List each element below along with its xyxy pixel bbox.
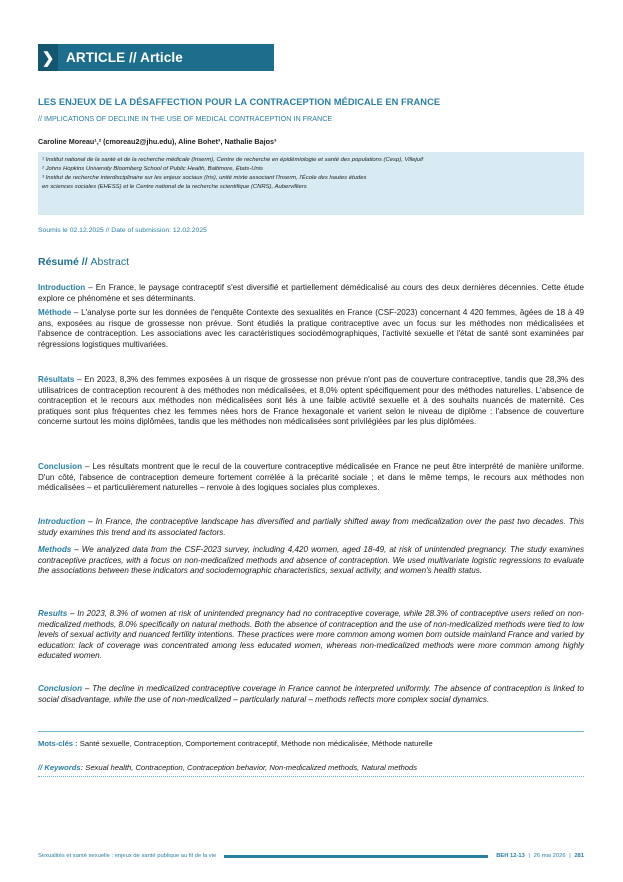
abstract-methods xyxy=(38,545,584,577)
affiliation-2: ² Johns Hopkins University Bloomberg School of Public Health, Baltimore, États-Unis xyxy=(42,165,263,172)
section-label: Résultats xyxy=(38,375,75,384)
article-type-label: ARTICLE // Article xyxy=(66,50,183,65)
footer-issue-theme: Sexualités et santé sexuelle : enjeux de santé publique au fil de la vie xyxy=(38,853,217,859)
keywords-top-rule xyxy=(38,731,584,732)
affiliation-1: ¹ Institut national de la santé et de la recherche médicale (Inserm), Centre de recherche en épidémiologie et santé des populations (Cesp), Villejuif xyxy=(42,157,424,163)
section-label: Introduction xyxy=(38,517,86,526)
section-text: – The decline in medicalized contraceptive coverage in France cannot be interpreted uniformly. The absence of contraception is linked to social disadvantage, while the use of non-medicalized – particularly natural – methods reflects more complex social dynamics. xyxy=(38,684,584,704)
footer-separator: | xyxy=(528,853,531,859)
resume-conclusion xyxy=(38,462,584,494)
section-label: Conclusion xyxy=(38,684,83,693)
abstract-heading-en: Abstract xyxy=(90,256,130,268)
resume-methode xyxy=(38,308,584,350)
page-number: 281 xyxy=(574,853,584,859)
section-text: – En France, le paysage contraceptif s'est diversifié et partiellement démédicalisé au cours des deux dernières décennies. Cette étude explore ce phénomène et ses déterminants. xyxy=(38,283,584,303)
section-label: Results xyxy=(38,609,68,618)
submission-dates: Soumis le 02.12.2025 // Date of submission: 12.02.2025 xyxy=(38,227,207,234)
resume-resultats xyxy=(38,375,584,428)
footer-issue-info xyxy=(496,853,584,859)
section-label: Conclusion xyxy=(38,462,83,471)
abstract-introduction xyxy=(38,517,584,538)
affiliation-3-cont: en sciences sociales (EHESS) et le Centre national de la recherche scientifique (CNRS), Aubervilliers xyxy=(42,183,307,190)
section-text: – Les résultats montrent que le recul de la couverture contraceptive médicalisée en France ne peut être interprété de manière uniforme. D'un côté, l'absence de contraception demeure fortement corrélée à la précarité sociale ; et dans le même temps, le recours aux méthodes non médicalisées – et particulièrement naturelles – renvoie à des logiques sociales plus complexes. xyxy=(38,462,584,492)
section-text: – In 2023, 8.3% of women at risk of unintended pregnancy had no contraceptive coverage, while 28.3% of contraceptive users relied on non-medicalized methods, 8.0% specifically on natural methods. Both the absence of contraception and the use of non-medicalized methods were tied to low levels of sexual activity and nuanced fertility intentions. These practices were more common among women born outside mainland France and varied by education: lack of coverage was concentrated among less educated women, whereas non-medicalized methods were more common among highly educated women. xyxy=(38,609,584,660)
abstract-heading-sep: // xyxy=(78,256,91,268)
section-text: – L'analyse porte sur les données de l'enquête Contexte des sexualités en France (CSF-2023) concernant 4 420 femmes, âgées de 18 à 49 ans, exposées au risque de grossesse non prévue. Sont étudiés la pratique contraceptive avec un focus sur les méthodes non médicalisées et l'absence de contraception. Les associations avec les caractéristiques sociodémographiques, l'activité sexuelle et l'état de santé sont examinées par régressions logistiques multivariées. xyxy=(38,308,584,349)
section-label: Introduction xyxy=(38,283,86,292)
footer-separator: | xyxy=(569,853,571,859)
abstract-heading-fr: Résumé xyxy=(38,256,79,268)
keywords-en xyxy=(38,763,584,773)
footer-issue: BEH 12-13 xyxy=(496,853,525,859)
footer-bar xyxy=(224,855,488,858)
page-footer xyxy=(38,850,584,862)
abstract-heading xyxy=(38,256,129,268)
section-text: – En 2023, 8,3% des femmes exposées à un risque de grossesse non prévue n'ont pas de couverture contraceptive, tandis que 28,3% des utilisatrices de contraception recourent à des méthodes non médicalisées, et 8,0% optent spécifiquement pour des méthodes naturelles. L'absence de contraception et le recours aux méthodes non médicalisées sont liés à une faible activité sexuelle et à des souhaits nuancés de maternité. Ces pratiques sont plus fréquentes chez les femmes nées hors de France hexagonale et varient selon le niveau de diplôme : l'absence de couverture concerne surtout les moins diplômées, tandis que les méthodes non médicalisées sont privilégiées par les plus diplômées. xyxy=(38,375,584,426)
resume-introduction xyxy=(38,283,584,304)
affiliations-box xyxy=(38,152,584,215)
keywords-fr xyxy=(38,739,584,749)
affiliation-3: ³ Institut de recherche interdisciplinaire sur les enjeux sociaux (Iris), unité mixte associant l'Inserm, l'École des hautes études xyxy=(42,174,367,181)
abstract-conclusion xyxy=(38,684,584,705)
section-text: – In France, the contraceptive landscape has diversified and partially shifted away from medicalization over the past two decades. This study examines this trend and its associated factors. xyxy=(38,517,584,537)
keywords-en-text: Sexual health, Contraception, Contraception behavior, Non-medicalized methods, Natural methods xyxy=(83,763,418,772)
abstract-results xyxy=(38,609,584,662)
section-text: – We analyzed data from the CSF-2023 survey, including 4,420 women, aged 18-49, at risk of unintended pregnancy. The study examines contraceptive practices, with a focus on non-medicalized methods and absence of contraception. We used multivariate logistic regressions to evaluate the associations between these indicators and sociodemographic characteristics, sexual activity, and women's health status. xyxy=(38,545,584,575)
footer-date: 26 mai 2026 xyxy=(533,853,566,859)
section-label: Méthode xyxy=(38,308,72,317)
keywords-en-label: // Keywords: xyxy=(38,763,84,772)
keywords-fr-text: Santé sexuelle, Contraception, Comportement contraceptif, Méthode non médicalisée, Méthode naturelle xyxy=(77,739,433,748)
article-title: LES ENJEUX DE LA DÉSAFFECTION POUR LA CONTRACEPTION MÉDICALE EN FRANCE xyxy=(38,97,441,107)
author-list: Caroline Moreau¹,² (cmoreau2@jhu.edu), Aline Bohet³, Nathalie Bajos³ xyxy=(38,137,277,146)
keywords-bottom-rule xyxy=(38,776,584,777)
keywords-fr-label: Mots-clés : xyxy=(38,739,78,748)
section-label: Methods xyxy=(38,545,72,554)
chevron-right-icon: ❯ xyxy=(38,44,58,71)
article-subtitle: // IMPLICATIONS OF DECLINE IN THE USE OF MEDICAL CONTRACEPTION IN FRANCE xyxy=(38,114,333,123)
article-type-banner xyxy=(38,44,274,71)
